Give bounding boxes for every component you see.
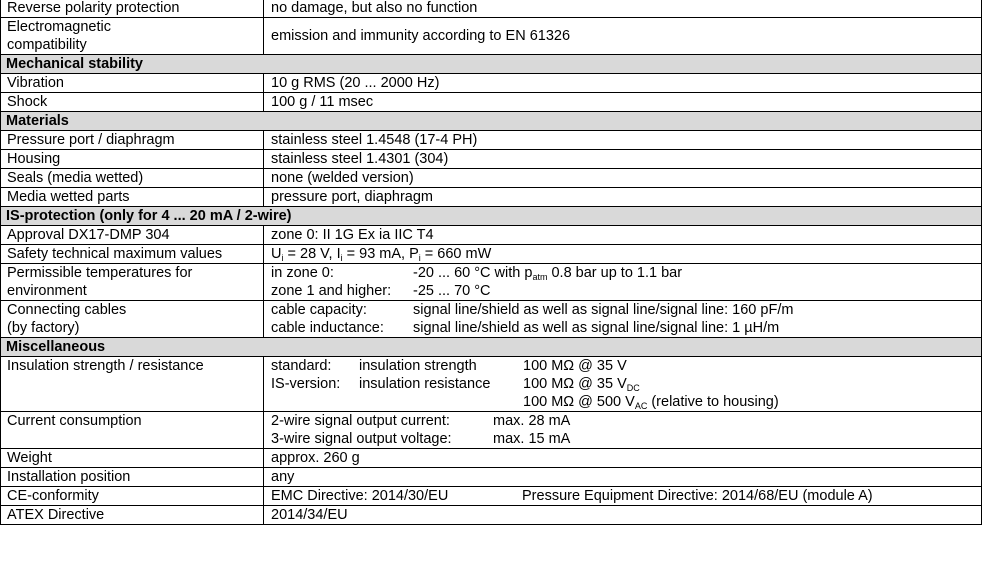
consumption-key: 3-wire signal output voltage: [271,431,452,447]
zone-key: in zone 0: [271,265,334,281]
row-label: Reverse polarity protection [1,0,264,18]
table-row [1,93,982,112]
row-label: Shock [1,93,264,112]
table-row [1,487,982,506]
pressure-directive: Pressure Equipment Directive: 2014/68/EU (module A) [522,488,873,504]
insulation-kind: insulation resistance [359,376,491,392]
table-row [1,74,982,93]
row-label-line: (by factory) [7,320,80,336]
zone-key: zone 1 and higher: [271,283,392,299]
cable-key: cable inductance: [271,320,384,336]
row-value [264,264,982,301]
table-row [1,301,982,338]
row-value: 10 g RMS (20 ... 2000 Hz) [264,74,982,93]
u-value: = 28 V, [283,246,337,262]
i-value: = 93 mA, [342,246,410,262]
row-label [1,264,264,301]
row-value: 2014/34/EU [264,506,982,525]
insulation-value: 100 MΩ @ 35 V [523,358,627,374]
row-value [264,357,982,412]
section-header [1,207,982,226]
row-value: stainless steel 1.4548 (17-4 PH) [264,131,982,150]
insulation-type: standard: [271,358,332,374]
cable-value: signal line/shield as well as signal line/signal line: 1 µH/m [413,320,780,336]
i-symbol: I [336,246,341,262]
row-label: Insulation strength / resistance [1,357,264,412]
row-label: Pressure port / diaphragm [1,131,264,150]
row-value: stainless steel 1.4301 (304) [264,150,982,169]
section-header [1,112,982,131]
insulation-note: (relative to housing) [647,394,779,410]
table-row [1,468,982,487]
row-value: zone 0: II 1G Ex ia IIC T4 [264,226,982,245]
row-label [1,301,264,338]
section-title: Materials [1,112,982,131]
row-label: Media wetted parts [1,188,264,207]
row-label: Seals (media wetted) [1,169,264,188]
consumption-value: max. 15 mA [493,431,571,447]
row-label [1,18,264,55]
row-label: Weight [1,449,264,468]
insulation-value: 100 MΩ @ 500 V [523,394,635,410]
table-row [1,245,982,264]
row-label: Vibration [1,74,264,93]
section-title: Miscellaneous [1,338,982,357]
row-label: Approval DX17-DMP 304 [1,226,264,245]
table-row [1,506,982,525]
row-value: 100 g / 11 msec [264,93,982,112]
row-label: Installation position [1,468,264,487]
row-value: no damage, but also no function [264,0,982,18]
row-label-line: compatibility [7,37,87,53]
row-value [264,245,982,264]
consumption-key: 2-wire signal output current: [271,413,450,429]
table-row [1,264,982,301]
cable-key: cable capacity: [271,302,367,318]
row-value-text: emission and immunity according to EN 61326 [271,28,571,44]
table-row [1,169,982,188]
row-label: Housing [1,150,264,169]
section-title: Mechanical stability [1,55,982,74]
row-value [264,412,982,449]
zone-value-tail: 0.8 bar up to 1.1 bar [547,265,683,281]
u-symbol: U [271,246,282,262]
row-value [264,18,982,55]
table-row [1,357,982,412]
row-label-line: Electromagnetic [7,19,111,35]
section-title: IS-protection (only for 4 ... 20 mA / 2-wire) [1,207,982,226]
emc-directive: EMC Directive: 2014/30/EU [271,488,449,504]
table-row [1,0,982,18]
consumption-value: max. 28 mA [493,413,571,429]
row-label: Current consumption [1,412,264,449]
row-label-line: Connecting cables [7,302,127,318]
row-label: ATEX Directive [1,506,264,525]
atm-subscript: atm [532,272,548,282]
section-header [1,338,982,357]
table-row [1,226,982,245]
ac-subscript: AC [634,401,648,411]
table-row [1,449,982,468]
p-subscript: i [418,253,421,263]
i-subscript: i [340,253,343,263]
section-header [1,55,982,74]
zone-value: -25 ... 70 °C [413,283,491,299]
row-value: approx. 260 g [264,449,982,468]
table-row [1,131,982,150]
p-symbol: P [409,246,419,262]
row-value: pressure port, diaphragm [264,188,982,207]
row-label-line: Permissible temperatures for [7,265,193,281]
table-row [1,150,982,169]
row-value: any [264,468,982,487]
insulation-type: IS-version: [271,376,341,392]
table-row [1,188,982,207]
insulation-kind: insulation strength [359,358,477,374]
row-value [264,301,982,338]
row-value [264,487,982,506]
insulation-value: 100 MΩ @ 35 V [523,376,627,392]
row-value: none (welded version) [264,169,982,188]
cable-value: signal line/shield as well as signal line/signal line: 160 pF/m [413,302,794,318]
row-label: Safety technical maximum values [1,245,264,264]
table-row [1,18,982,55]
zone-value: -20 ... 60 °C with p [413,265,533,281]
p-value: = 660 mW [420,246,492,262]
dc-subscript: DC [626,383,640,393]
row-label-line: environment [7,283,87,299]
u-subscript: i [281,253,284,263]
row-label: CE-conformity [1,487,264,506]
table-row [1,412,982,449]
